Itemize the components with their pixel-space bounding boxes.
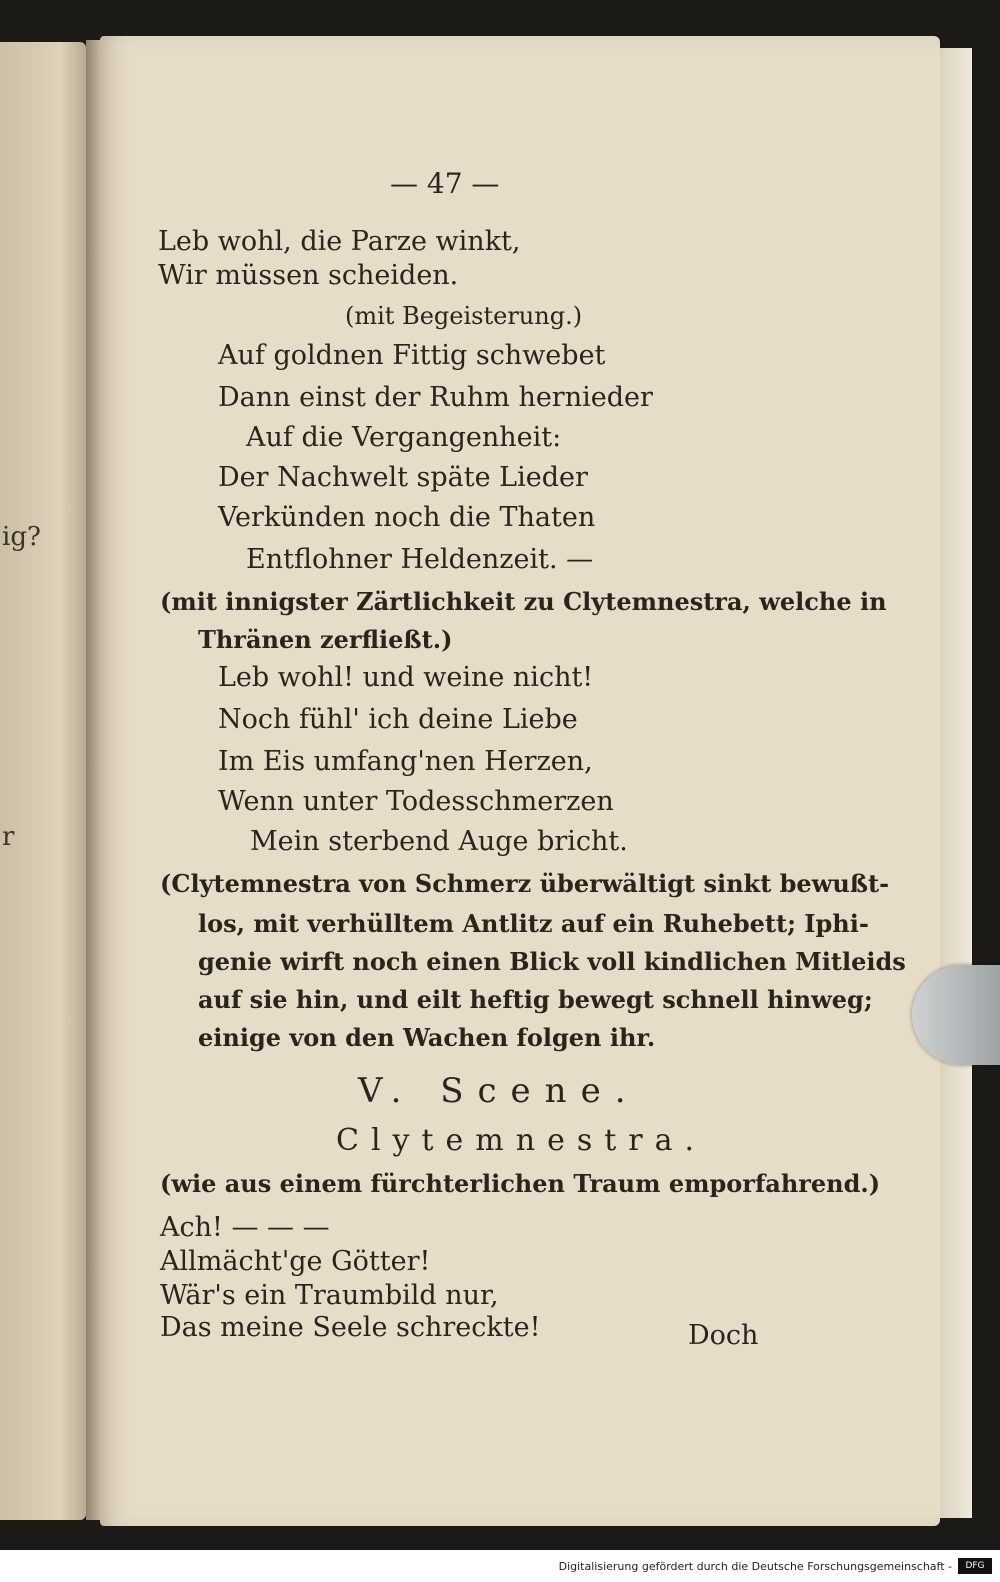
left-page (0, 42, 86, 1520)
verse-line: Wir müssen scheiden. (158, 260, 459, 291)
catchword: Doch (688, 1320, 759, 1351)
verse-line: Allmächt'ge Götter! (160, 1246, 431, 1277)
character-name: Clytemnestra. (336, 1123, 707, 1158)
verse-line: Mein sterbend Auge bricht. (250, 826, 628, 857)
funding-credit: Digitalisierung gefördert durch die Deutsche Forschungsgemeinschaft - (558, 1560, 952, 1573)
verse-line: Wär's ein Traumbild nur, (160, 1280, 499, 1311)
verse-line: Auf goldnen Fittig schwebet (218, 340, 606, 371)
stage-direction: einige von den Wachen folgen ihr. (198, 1023, 656, 1052)
stage-direction: Thränen zerfließt.) (198, 625, 453, 654)
stage-direction: los, mit verhülltem Antlitz auf ein Ruhebett; Iphi- (198, 909, 869, 938)
verse-line: Verkünden noch die Thaten (218, 502, 596, 533)
verse-line: Das meine Seele schreckte! (160, 1312, 541, 1343)
verse-line: Wenn unter Todesschmerzen (218, 786, 614, 817)
verse-line: Auf die Vergangenheit: (246, 422, 562, 453)
verse-line: Entflohner Heldenzeit. — (246, 544, 594, 575)
verse-line: Ach! — — — (160, 1212, 330, 1243)
left-page-fragment: r (2, 822, 15, 852)
verse-line: Der Nachwelt späte Lieder (218, 462, 588, 493)
stage-direction: (Clytemnestra von Schmerz überwältigt sinkt bewußt- (160, 869, 890, 898)
stage-direction: (mit innigster Zärtlichkeit zu Clytemnestra, welche in (160, 587, 887, 616)
left-page-fragment: ig? (2, 522, 41, 552)
footer-bar (0, 1550, 1000, 1582)
verse-line: Leb wohl! und weine nicht! (218, 662, 594, 693)
verse-line: Leb wohl, die Parze winkt, (158, 226, 521, 257)
stage-direction: auf sie hin, und eilt heftig bewegt schnell hinweg; (198, 985, 873, 1014)
stage-direction: (wie aus einem fürchterlichen Traum emporfahrend.) (160, 1169, 881, 1198)
verse-line: Dann einst der Ruhm hernieder (218, 382, 653, 413)
scene-heading: V. Scene. (358, 1071, 640, 1111)
verse-line: Im Eis umfang'nen Herzen, (218, 746, 593, 777)
stage-direction: genie wirft noch einen Blick voll kindlichen Mitleids (198, 947, 906, 976)
stage-direction: (mit Begeisterung.) (345, 302, 583, 330)
dfg-logo-icon: DFG (958, 1558, 992, 1574)
verse-line: Noch fühl' ich deine Liebe (218, 704, 578, 735)
page-number: — 47 — (390, 167, 500, 200)
